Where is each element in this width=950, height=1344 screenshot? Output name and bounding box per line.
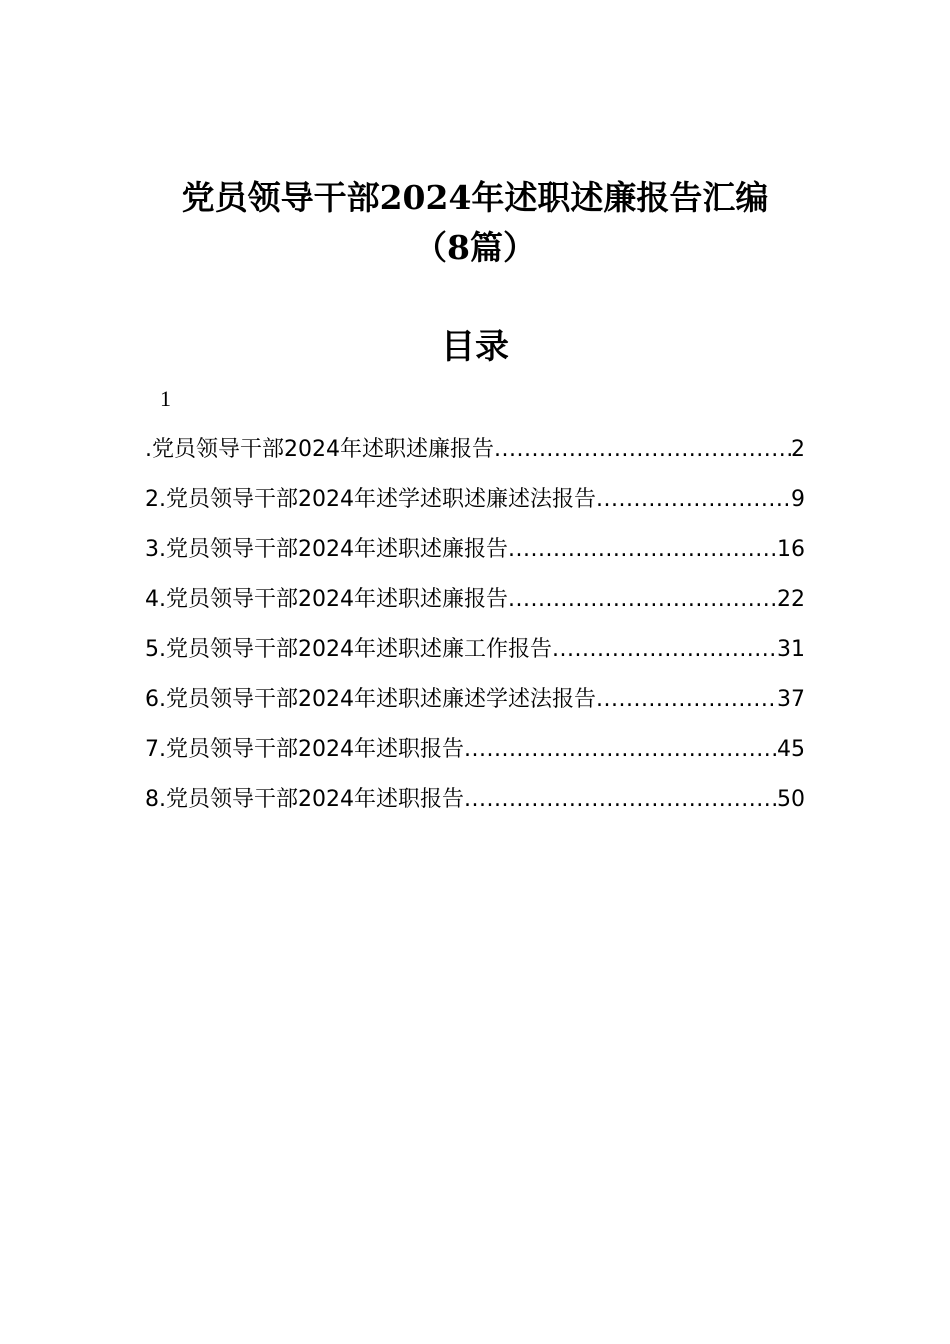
document-title: 党员领导干部2024年述职述廉报告汇编 — [181, 178, 769, 217]
toc-entry[interactable] — [145, 730, 805, 780]
toc-first-number: 1 — [160, 386, 171, 411]
toc-page-number: 31 — [777, 637, 805, 662]
toc-entry[interactable] — [145, 780, 805, 830]
toc-page-number: 50 — [777, 787, 805, 812]
toc-dot-leader — [552, 630, 777, 670]
toc-page-number: 45 — [777, 737, 805, 762]
toc-entry-title: .党员领导干部2024年述职述廉报告 — [145, 437, 494, 462]
toc-page-number: 9 — [791, 487, 805, 512]
toc-entry-title: 5.党员领导干部2024年述职述廉工作报告 — [145, 637, 552, 662]
toc-dot-leader — [508, 580, 777, 620]
toc-entry-title: 6.党员领导干部2024年述职述廉述学述法报告 — [145, 687, 596, 712]
toc-dot-leader — [494, 430, 791, 470]
toc-page-number: 22 — [777, 587, 805, 612]
toc-dot-leader — [464, 780, 777, 820]
toc-page-number: 2 — [791, 437, 805, 462]
toc-entry[interactable] — [145, 680, 805, 730]
toc-heading: 目录 — [441, 327, 509, 367]
toc-dot-leader — [596, 680, 777, 720]
toc-entry[interactable] — [145, 430, 805, 480]
toc-dot-leader — [596, 480, 791, 520]
toc-entry[interactable] — [145, 530, 805, 580]
toc-entry[interactable] — [145, 480, 805, 530]
toc-entry[interactable] — [145, 630, 805, 680]
toc-entry-title: 4.党员领导干部2024年述职述廉报告 — [145, 587, 508, 612]
toc-dot-leader — [464, 730, 777, 770]
toc-page-number: 37 — [777, 687, 805, 712]
document-subtitle: （8篇） — [414, 228, 536, 267]
toc-entry[interactable] — [145, 580, 805, 630]
toc-entry-title: 7.党员领导干部2024年述职报告 — [145, 737, 464, 762]
toc-entry-title: 3.党员领导干部2024年述职述廉报告 — [145, 537, 508, 562]
toc-page-number: 16 — [777, 537, 805, 562]
toc-entry-title: 8.党员领导干部2024年述职报告 — [145, 787, 464, 812]
table-of-contents — [145, 430, 805, 830]
toc-entry-title: 2.党员领导干部2024年述学述职述廉述法报告 — [145, 487, 596, 512]
toc-dot-leader — [508, 530, 777, 570]
